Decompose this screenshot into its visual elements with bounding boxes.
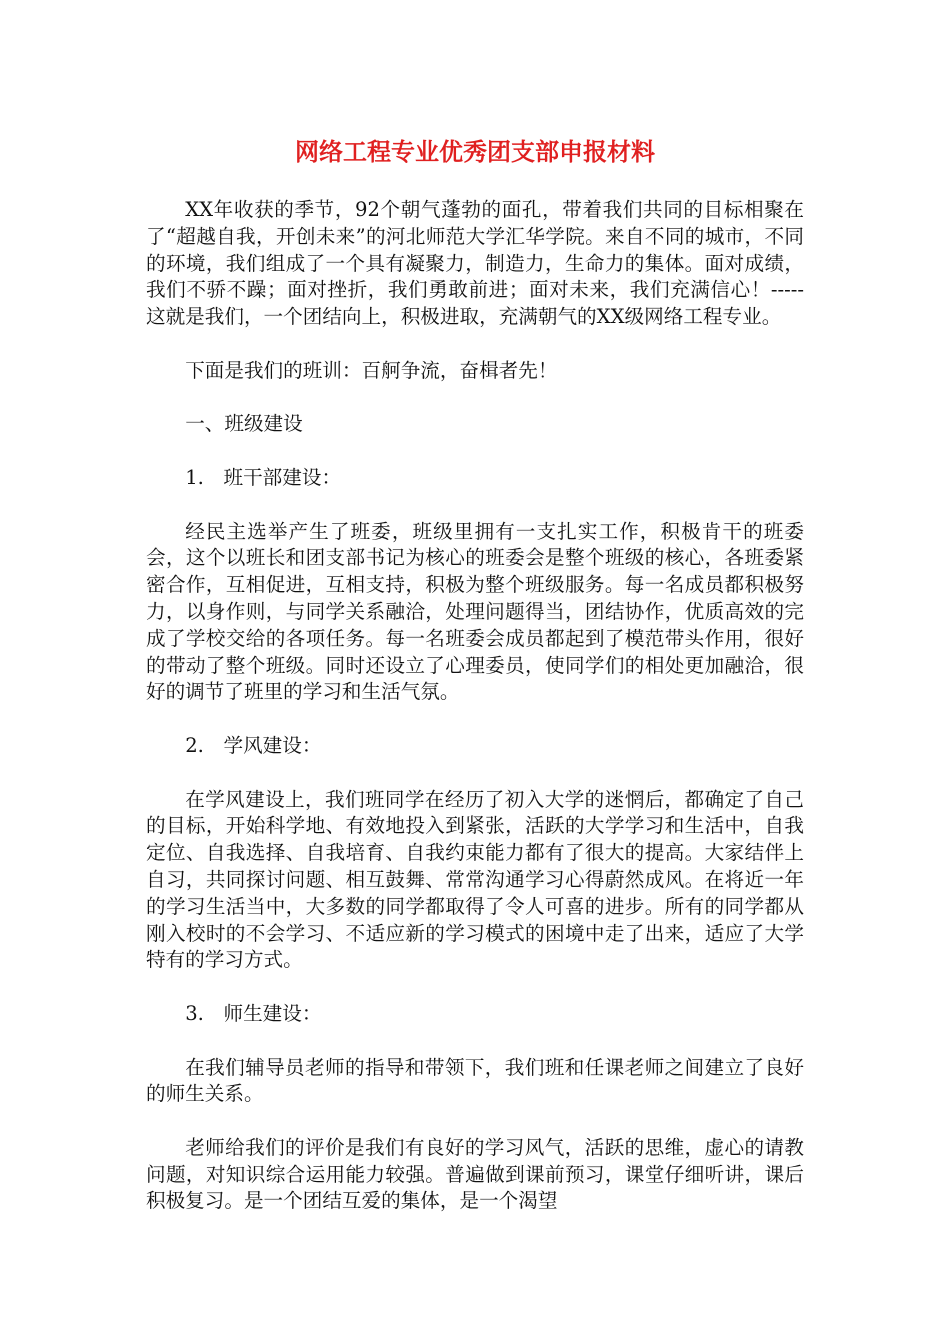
paragraph-class-cadre: 经民主选举产生了班委，班级里拥有一支扎实工作，积极肯干的班委会，这个以班长和团支部书记为核心的班委会是整个班级的核心，各班委紧密合作，互相促进，互相支持，积极为整个班级服务。每一名成员都积极努力，以身作则，与同学关系融洽，处理问题得当，团结协作，优质高效的完成了学校交给的各项任务。每一名班委会成员都起到了模范带头作用，很好的带动了整个班级。同时还设立了心理委员，使同学们的相处更加融洽，很好的调节了班里的学习和生活气氛。 bbox=[146, 519, 804, 704]
paragraph-class-motto: 下面是我们的班训：百舸争流，奋楫者先！ bbox=[185, 358, 558, 382]
subheading-class-cadre: 1. 班干部建设： bbox=[185, 465, 342, 489]
paragraph-teacher-evaluation: 老师给我们的评价是我们有良好的学习风气，活跃的思维，虚心的请教问题，对知识综合运用能力较强。普遍做到课前预习，课堂仔细听讲，课后积极复习。是一个团结互爱的集体，是一个渴望 bbox=[146, 1135, 804, 1213]
subheading-study-style: 2. 学风建设： bbox=[185, 733, 322, 757]
section-heading-class-building: 一、班级建设 bbox=[185, 412, 303, 436]
paragraph-study-style: 在学风建设上，我们班同学在经历了初入大学的迷惘后，都确定了自己的目标，开始科学地、有效地投入到紧张，活跃的大学学习和生活中，自我定位、自我选择、自我培育、自我约束能力都有了很大的提高。大家结伴上自习，共同探讨问题、相互鼓舞、常常沟通学习心得蔚然成风。在将近一年的学习生活当中，大多数的同学都取得了令人可喜的进步。所有的同学都从刚入校时的不会学习、不适应新的学习模式的困境中走了出来，适应了大学特有的学习方式。 bbox=[146, 787, 804, 972]
paragraph-teacher-student: 在我们辅导员老师的指导和带领下，我们班和任课老师之间建立了良好的师生关系。 bbox=[146, 1055, 804, 1106]
paragraph-intro: XX年收获的季节，92个朝气蓬勃的面孔，带着我们共同的目标相聚在了“超越自我，开创未来”的河北师范大学汇华学院。来自不同的城市，不同的环境，我们组成了一个具有凝聚力，制造力，生命力的集体。面对成绩，我们不骄不躁；面对挫折，我们勇敢前进；面对未来，我们充满信心！-----这就是我们，一个团结向上，积极进取，充满朝气的XX级网络工程专业。 bbox=[146, 198, 804, 329]
document-body bbox=[146, 197, 804, 1242]
subheading-teacher-student: 3. 师生建设： bbox=[185, 1001, 322, 1025]
document-title: 网络工程专业优秀团支部申报材料 bbox=[295, 138, 655, 166]
